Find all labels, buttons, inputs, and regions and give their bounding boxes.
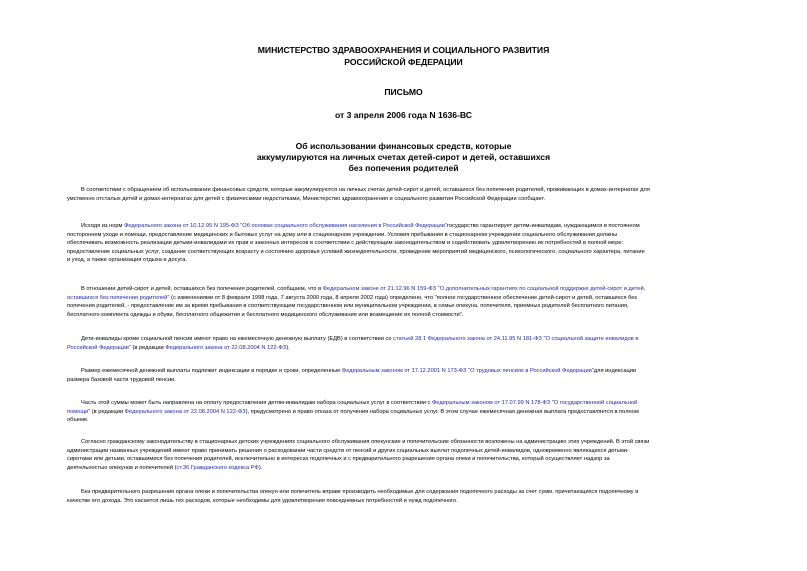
- text-segment: (в редакции: [130, 344, 166, 351]
- paragraph-line: [67, 438, 739, 447]
- text-segment: сиротами или детьми, оставшимися без попечения родителей, исключительно в интересах подопечных и с предварительного разрешения органа опеки и попечительства, который осуществляет надзор за: [67, 456, 610, 462]
- paragraph-6: [67, 399, 739, 425]
- paragraph-4: [67, 335, 739, 352]
- law-reference-link[interactable]: помощи": [67, 408, 91, 415]
- paragraph-8: [67, 488, 739, 505]
- text-segment: (с изменениями от 8 февраля 1998 года, 7 августа 2000 года, 8 апреля 2002 года) определено, что "полное государственное обеспечение детей-сирот и детей, оставшихся без: [169, 294, 637, 301]
- text-segment: ).: [258, 464, 263, 471]
- text-segment: качестве его дохода. Это касается лишь тех расходов, которые необходимы для удовлетворения повседневных потребностей и нужд подопечного.: [67, 497, 458, 504]
- paragraph-line: [67, 367, 739, 376]
- subject-line-3: без попечения родителей: [348, 163, 459, 173]
- document-type: ПИСЬМО: [384, 87, 423, 97]
- paragraph-line: [67, 497, 739, 506]
- text-segment: для индексации: [593, 368, 637, 374]
- paragraph-line: [67, 416, 739, 425]
- paragraph-line: [67, 376, 739, 385]
- text-segment: предоставление социальных услуг, создание соответствующих возрасту и состоянию здоровья условий жизнедеятельности, проведение мероприятий медицинского, психологического, социального характера, питание: [67, 248, 645, 255]
- text-segment: размера базовой части трудовой пенсии.: [67, 376, 176, 383]
- text-segment: Дети-инвалиды кроме социальной пенсии имеют право на ежемесячную денежную выплату (ЕДВ) в соответствии со: [81, 336, 394, 342]
- text-segment: ).: [286, 344, 290, 351]
- paragraph-line: [67, 447, 739, 456]
- law-reference-link[interactable]: Федеральным законом от 17.12.2001 N 173-ФЗ "О трудовых пенсиях в Российской Федерации": [341, 368, 594, 374]
- law-reference-link[interactable]: Федерального закона от 22.08.2004 N 122-ФЗ: [165, 344, 287, 351]
- law-reference-link[interactable]: Федерального закона от 22.08.2004 N 122-ФЗ: [124, 408, 246, 415]
- paragraph-line: [67, 248, 739, 257]
- paragraph-line: [67, 222, 739, 231]
- text-segment: Согласно гражданскому законодательству в стационарных детских учреждениях социального обслуживания опекунские и попечительские обязанности возложены на администрацию этих учреждений. В этой связи: [81, 439, 650, 445]
- text-segment: Часть этой суммы может быть направлена на оплату предоставления детям-инвалидам набора социальных услуг в соответствии с: [81, 400, 432, 406]
- paragraph-line: [67, 488, 739, 497]
- text-segment: бесплатного комплекта одежды и обуви, бесплатного общежития и бесплатного медицинского обслуживания или возмещение их полной стоимости".: [67, 311, 464, 318]
- text-segment: постороннем уходе и помощи, предоставление медицинских и бытовых услуг на дому или в стационарном учреждении. Условия пребывания в стационарном учреждении социального обслуживания должны: [67, 231, 618, 238]
- paragraph-line: [67, 239, 739, 248]
- paragraph-line: [67, 311, 739, 320]
- text-segment: и уход, а также организация отдыха и досуга.: [67, 257, 188, 263]
- law-reference-link[interactable]: статьей 28.1 Федерального закона от 24.11.95 N 181-ФЗ "О социальной защите инвалидов в: [393, 336, 639, 342]
- paragraph-2: [67, 222, 739, 265]
- paragraph-line: [67, 294, 739, 303]
- subject-line-1: Об использовании финансовых средств, которые: [295, 141, 512, 151]
- text-segment: деятельностью опекунов и попечителей (: [67, 464, 177, 471]
- text-segment: объеме.: [67, 417, 89, 423]
- paragraph-line: [67, 186, 739, 195]
- law-reference-link[interactable]: Федеральном законе от 21.12.96 N 159-ФЗ "О дополнительных гарантиях по социальной поддержке детей-сирот и детей,: [322, 286, 646, 292]
- paragraph-line: [67, 195, 739, 204]
- law-reference-link[interactable]: ст.36 Гражданского кодекса РФ: [176, 464, 259, 471]
- paragraph-line: [67, 408, 739, 417]
- text-segment: В соответствии с обращением об использовании финансовых средств, которые аккумулируются на личных счетах детей-сирот и детей, оставшихся без попечения родителей, проживающих в домах-интернатах для: [81, 187, 650, 193]
- paragraph-5: [67, 367, 739, 384]
- text-segment: ), предусмотрено и право отказа от получения набора социальных услуг. В этом случае ежемесячная денежная выплата предоставляется в полном: [245, 408, 639, 415]
- text-segment: попечения родителей, - предоставление им за время пребывания в соответствующем государственном или муниципальном учреждении, в семье опекуна, попечителя, приемных родителей бесплатного питания,: [67, 303, 629, 309]
- paragraph-line: [67, 399, 739, 408]
- document-date-number: от 3 апреля 2006 года N 1636-ВС: [334, 110, 473, 120]
- subject-line-2: аккумулируются на личных счетах детей-сирот и детей, оставшихся: [256, 152, 551, 162]
- text-segment: Размер ежемесячной денежной выплаты подлежит индексации в порядке и сроки, определенные: [81, 368, 342, 374]
- paragraph-line: [67, 344, 739, 353]
- law-reference-link[interactable]: Российской Федерации": [67, 344, 131, 351]
- text-segment: администрации названных учреждений имеют право принимать решения о расходовании части средств от пенсий и других социальных выплат подопечных детей-инвалидов, одновременно являющихся детьми-: [67, 447, 629, 454]
- paragraph-7: [67, 438, 739, 472]
- paragraph-line: [67, 302, 739, 311]
- paragraph-line: [67, 231, 739, 240]
- text-segment: В отношении детей-сирот и детей, оставшихся без попечения родителей, сообщаем, что в: [81, 286, 323, 292]
- paragraph-1: [67, 186, 739, 203]
- law-reference-link[interactable]: Федеральным законом от 17.07.99 N 178-ФЗ "О государственной социальной: [431, 400, 638, 406]
- law-reference-link[interactable]: Федерального закона от 10.12.95 N 195-ФЗ "Об основах социального обслуживания населения в Российской Федерации": [124, 223, 447, 229]
- text-segment: государство гарантирует детям-инвалидам, нуждающимся в постоянном: [446, 223, 640, 229]
- ministry-line-2: РОССИЙСКОЙ ФЕДЕРАЦИИ: [344, 57, 463, 67]
- text-segment: Исходя из норм: [81, 223, 125, 229]
- paragraph-line: [67, 285, 739, 294]
- law-reference-link[interactable]: оставшихся без попечения родителей": [67, 294, 170, 301]
- paragraph-line: [67, 455, 739, 464]
- text-segment: Без предварительного разрешения органа опеки и попечительства опекун или попечитель вправе производить необходимые для содержания подопечного расходы за счет сумм, причитающихся подопечному в: [81, 489, 639, 495]
- ministry-line-1: МИНИСТЕРСТВО ЗДРАВООХРАНЕНИЯ И СОЦИАЛЬНОГО РАЗВИТИЯ: [257, 45, 550, 55]
- paragraph-line: [67, 335, 739, 344]
- paragraph-line: [67, 464, 739, 473]
- text-segment: (в редакции: [90, 408, 125, 415]
- text-segment: умственно отсталых детей и домах-интернатах для детей с физическими недостатками, Министерство здравоохранения и социального развития Российской Федерации сообщает.: [67, 195, 546, 202]
- paragraph-3: [67, 285, 739, 319]
- text-segment: обеспечивать возможность реализации детьми-инвалидами их прав и законных интересов в соответствии с действующим законодательством и содействовать удовлетворению их потребностей в полной мере:: [67, 240, 624, 246]
- paragraph-line: [67, 256, 739, 265]
